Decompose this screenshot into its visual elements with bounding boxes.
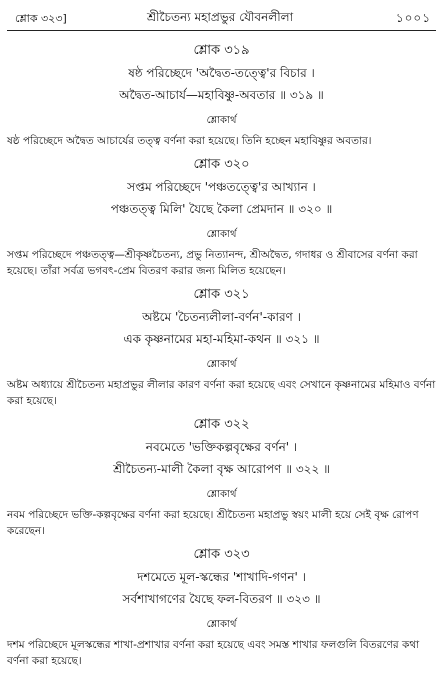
verse-line: নবমেতে 'ভক্তিকল্পবৃক্ষের বর্ণন' । (145, 440, 298, 454)
verse-heading: শ্লোক ৩২৩ (193, 547, 250, 562)
translation-label: শ্লোকার্থ (206, 489, 237, 500)
verse-line: ষষ্ঠ পরিচ্ছেদে 'অদ্বৈত-তত্ত্বে'র বিচার । (128, 66, 315, 80)
verse-line: সর্বশাখাগণের যৈছে ফল-বিতরণ ॥ ৩২৩ ॥ (122, 592, 321, 606)
header-verse-range: শ্লোক ৩২৩] (15, 12, 67, 25)
page-content (7, 31, 436, 669)
verse-line: দশমেতে মূল-স্কন্ধের 'শাখাদি-গণন' । (137, 570, 306, 584)
translation-text: অষ্টম অধ্যায়ে শ্রীচৈতন্য মহাপ্রভুর লীলার কারণ বর্ণনা করা হয়েছে এবং সেখানে কৃষ্ণনামের মহিমাও বর্ণনা করা হয়েছে। (7, 379, 436, 407)
translation-text: ষষ্ঠ পরিচ্ছেদে অদ্বৈত আচার্যের তত্ত্ব বর্ণনা করা হয়েছে। তিনি হচ্ছেন মহাবিষ্ণুর অবতার। (7, 135, 372, 147)
verse-line: পঞ্চতত্ত্ব মিলি' যৈছে কৈলা প্রেমদান ॥ ৩২০ ॥ (110, 202, 333, 216)
verse-line: শ্রীচৈতন্য-মালী কৈলা বৃক্ষ আরোপণ ॥ ৩২২ ॥ (113, 462, 330, 476)
verse-320 (7, 155, 436, 279)
verse-heading: শ্লোক ৩১৯ (193, 43, 250, 58)
verse-321 (7, 285, 436, 409)
page-number: ১০০১ (395, 11, 431, 25)
translation-label: শ্লোকার্থ (206, 359, 237, 370)
verse-heading: শ্লোক ৩২২ (193, 417, 250, 432)
verse-line: সপ্তম পরিচ্ছেদে 'পঞ্চতত্ত্বে'র আখ্যান । (127, 180, 316, 194)
header-chapter-title: শ্রীচৈতন্য মহাপ্রভুর যৌবনলীলা (147, 10, 294, 24)
running-header (7, 0, 436, 31)
translation-label: শ্লোকার্থ (206, 229, 237, 240)
verse-heading: শ্লোক ৩২০ (193, 157, 250, 172)
verse-323 (7, 545, 436, 669)
verse-heading: শ্লোক ৩২১ (193, 287, 250, 302)
verse-322 (7, 415, 436, 539)
translation-label: শ্লোকার্থ (206, 115, 237, 126)
verse-line: এক কৃষ্ণনামের মহা-মহিমা-কথন ॥ ৩২১ ॥ (123, 332, 320, 346)
translation-text: নবম পরিচ্ছেদে ভক্তি-কল্পবৃক্ষের বর্ণনা করা হয়েছে। শ্রীচৈতন্য মহাপ্রভু স্বয়ং মালী হয়ে সেই বৃক্ষ রোপণ করেছেন। (7, 509, 419, 537)
translation-label: শ্লোকার্থ (206, 619, 237, 630)
verse-line: অষ্টমে 'চৈতন্যলীলা-বর্ণন'-কারণ । (142, 310, 301, 324)
verse-line: অদ্বৈত-আচার্য—মহাবিষ্ণু-অবতার ॥ ৩১৯ ॥ (119, 88, 324, 102)
translation-text: দশম পরিচ্ছেদে মূলস্কন্ধের শাখা-প্রশাখার বর্ণনা করা হয়েছে এবং সমস্ত শাখার ফলগুলি বিতরণের কথা বর্ণনা করা হয়েছে। (7, 639, 420, 667)
translation-text: সপ্তম পরিচ্ছেদে পঞ্চতত্ত্ব—শ্রীকৃষ্ণচৈতন্য, প্রভু নিত্যানন্দ, শ্রীঅদ্বৈত, গদাধর ও শ্রীবাসের বর্ণনা করা হয়েছে। তাঁরা সর্বত্র ভগবৎ-প্রেম বিতরণ করার জন্য মিলিত হয়েছেন। (7, 249, 418, 277)
verse-319 (7, 41, 436, 149)
